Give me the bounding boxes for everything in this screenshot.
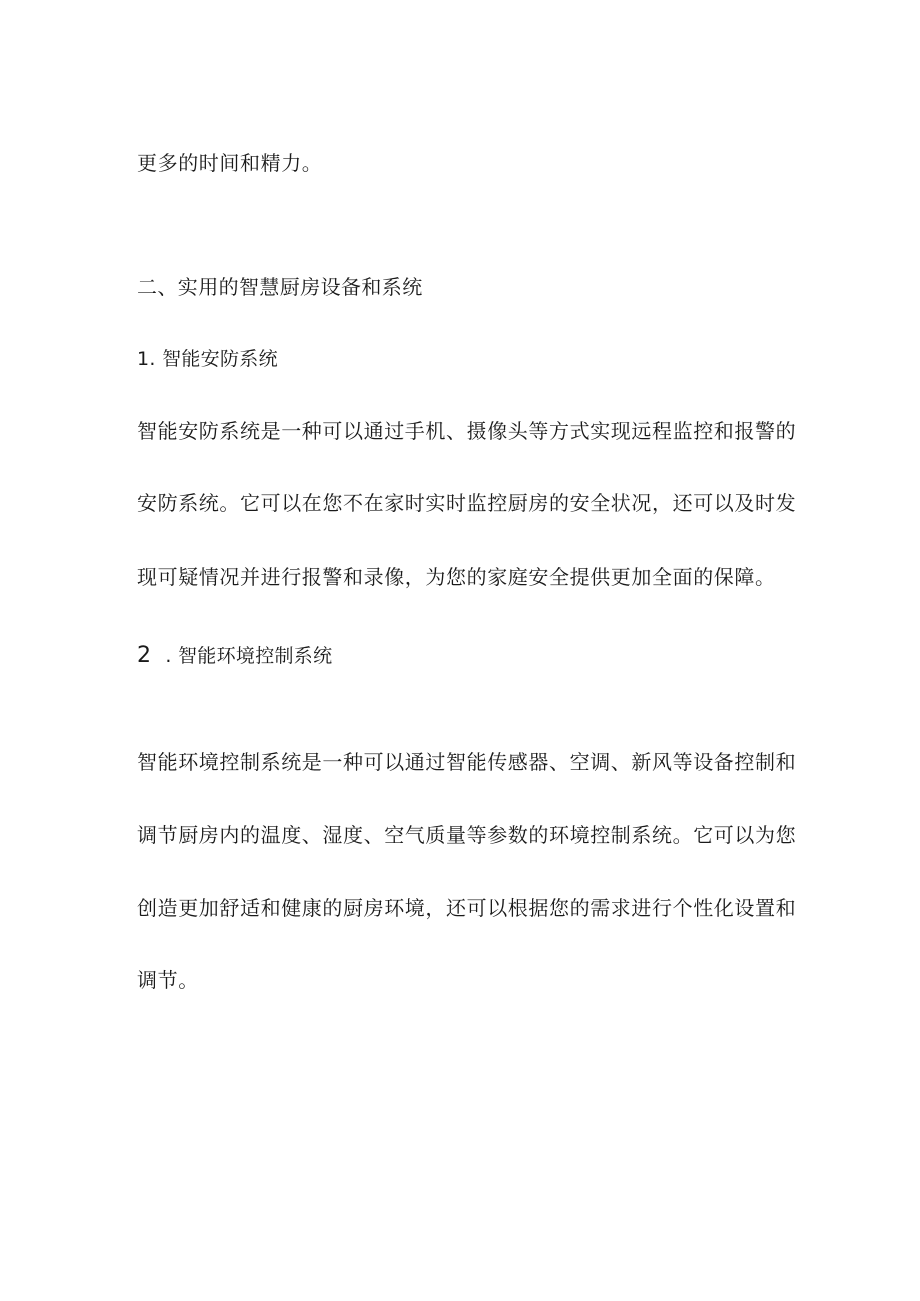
item2-title-text: . 智能环境控制系统: [165, 645, 333, 667]
item2-title: [137, 644, 332, 668]
item2-paragraph-line: 智能环境控制系统是一种可以通过智能传感器、空调、新风等设备控制和: [137, 750, 797, 774]
item1-paragraph-line: 现可疑情况并进行报警和录像，为您的家庭安全提供更加全面的保障。: [137, 565, 776, 589]
item2-number: 2: [137, 643, 152, 668]
continuation-text: 更多的时间和精力。: [137, 151, 323, 175]
item2-paragraph-line: 创造更加舒适和健康的厨房环境，还可以根据您的需求进行个性化设置和: [137, 896, 797, 920]
section-heading: 二、实用的智慧厨房设备和系统: [137, 275, 423, 299]
item1-paragraph-line: 安防系统。它可以在您不在家时实时监控厨房的安全状况，还可以及时发: [137, 491, 797, 515]
item2-paragraph-line: 调节厨房内的温度、湿度、空气质量等参数的环境控制系统。它可以为您: [137, 823, 797, 847]
item2-paragraph-line: 调节。: [137, 968, 199, 992]
item1-paragraph-line: 智能安防系统是一种可以通过手机、摄像头等方式实现远程监控和报警的: [137, 419, 797, 443]
item1-title: 1. 智能安防系统: [137, 348, 278, 370]
